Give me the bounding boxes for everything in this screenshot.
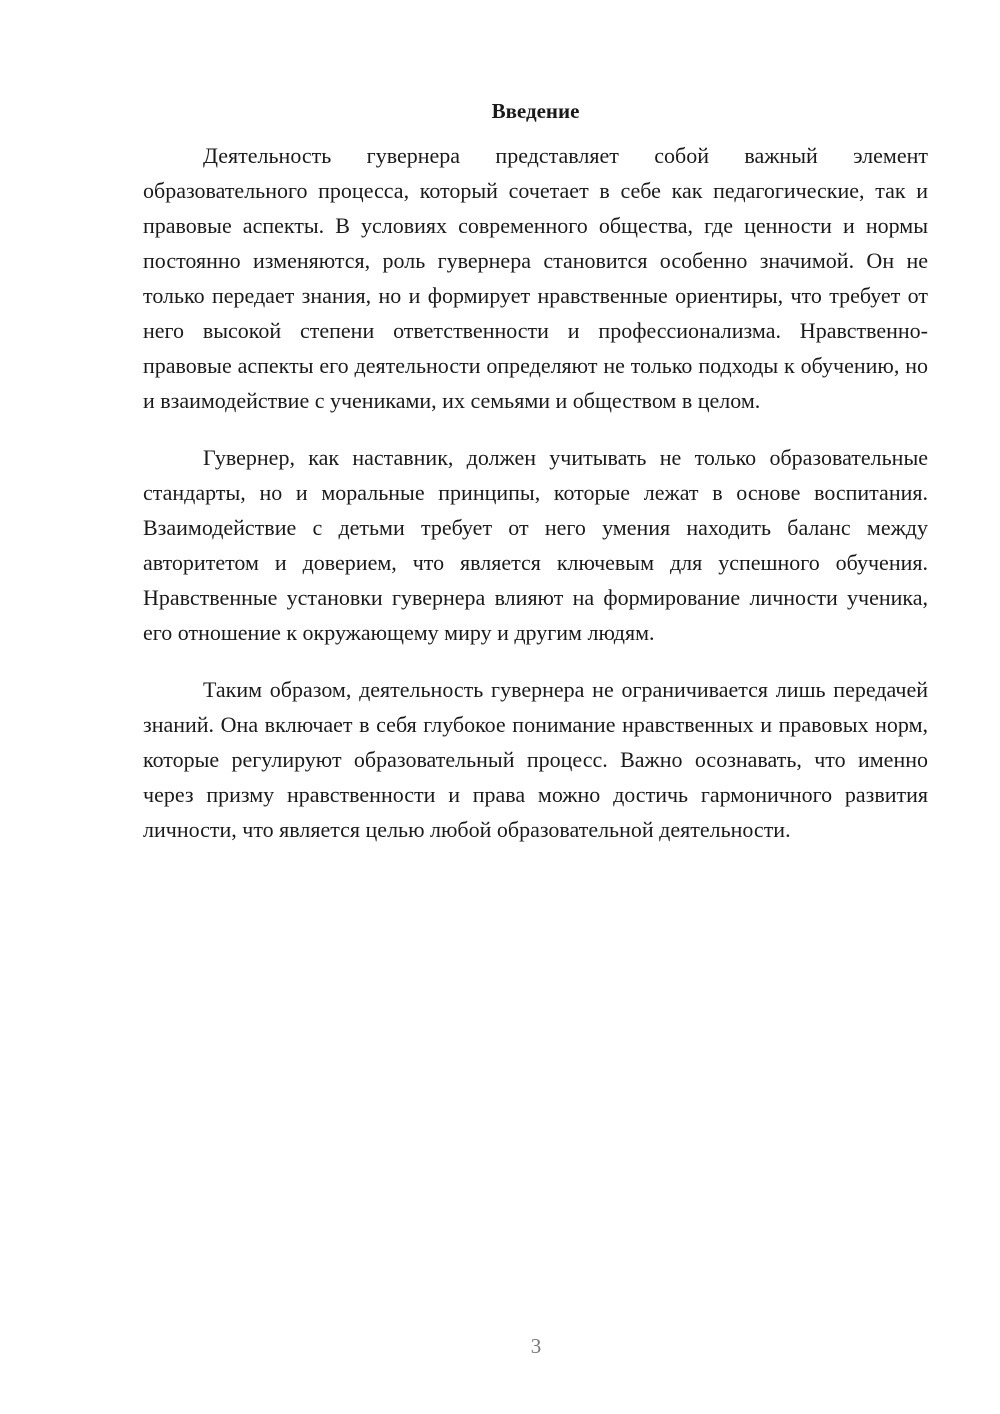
page-number: 3 (530, 1334, 542, 1358)
page-content (143, 96, 928, 847)
paragraph-3: Таким образом, деятельность гувернера не ограничивается лишь передачей знаний. Она включает в себя глубокое понимание нравственных и правовых норм, которые регулируют образовательный процесс. Важно осознавать, что именно через призму нравственности и права можно достичь гармоничного развития личности, что является целью любой образовательной деятельности. (143, 677, 928, 842)
paragraph-2: Гувернер, как наставник, должен учитывать не только образовательные стандарты, но и моральные принципы, которые лежат в основе воспитания. Взаимодействие с детьми требует от него умения находить баланс между авторитетом и доверием, что является ключевым для успешного обучения. Нравственные установки гувернера влияют на формирование личности ученика, его отношение к окружающему миру и другим людям. (143, 445, 928, 645)
paragraph-1: Деятельность гувернера представляет собой важный элемент образовательного процесса, который сочетает в себе как педагогические, так и правовые аспекты. В условиях современного общества, где ценности и нормы постоянно изменяются, роль гувернера становится особенно значимой. Он не только передает знания, но и формирует нравственные ориентиры, что требует от него высокой степени ответственности и профессионализма. Нравственно-правовые аспекты его деятельности определяют не только подходы к обучению, но и взаимодействие с учениками, их семьями и обществом в целом. (143, 143, 928, 413)
section-title: Введение (491, 99, 580, 123)
